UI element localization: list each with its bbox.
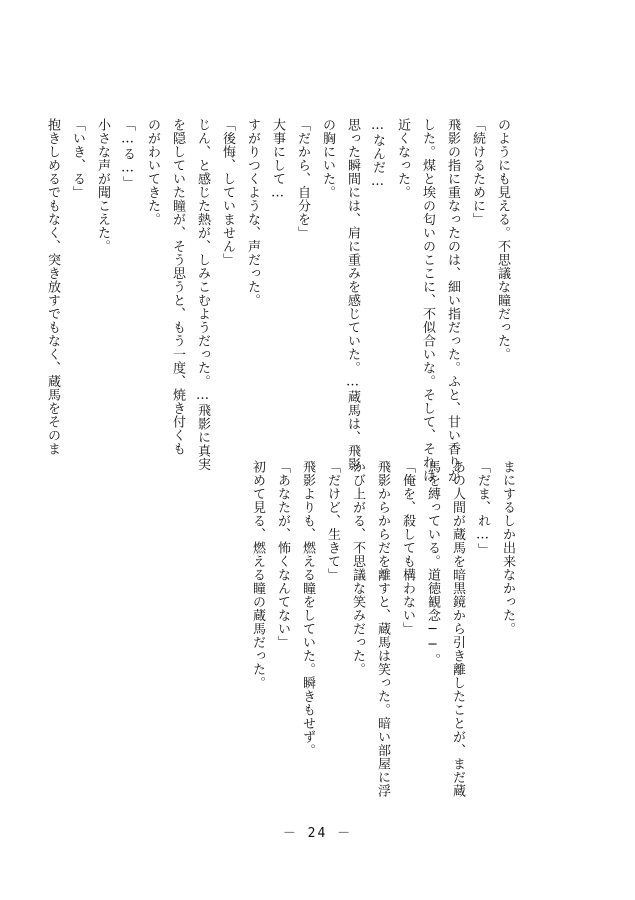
text-line: まにするしか出来なかった。 bbox=[500, 460, 515, 636]
text-line: 初めて見る、燃える瞳の蔵馬だった。 bbox=[250, 460, 265, 690]
text-line: 「続けるために」 bbox=[470, 118, 485, 226]
text-line: 飛影よりも、燃える瞳をしていた。瞬きもせず。 bbox=[300, 460, 315, 757]
text-line: 「いき、る」 bbox=[70, 118, 85, 199]
text-line: 「だけど、生きて」 bbox=[325, 460, 340, 582]
text-line: 小さな声が聞こえた。 bbox=[95, 118, 110, 253]
text-line: を隠していた瞳が、そう思うと、もう一度、焼き付くも bbox=[170, 118, 185, 456]
text-line: 馬を縛っている。道徳観念──。 bbox=[425, 460, 440, 667]
page-number: － 24 － bbox=[282, 826, 353, 841]
text-line: 思った瞬間には、肩に重みを感じていた。…蔵馬は、飛影 bbox=[345, 118, 360, 471]
text-line: 「だから、自分を」 bbox=[295, 118, 310, 240]
text-line: …なんだ… bbox=[370, 118, 385, 190]
text-line: あの人間が蔵馬を暗黒鏡から引き離したことが、まだ蔵 bbox=[450, 460, 465, 798]
text-line: のようにも見える。不思議な瞳だった。 bbox=[495, 118, 510, 361]
text-line: 近くなった。 bbox=[395, 118, 410, 199]
text-line: かび上がる、不思議な笑みだった。 bbox=[350, 460, 365, 676]
text-line: 「だま、れ…」 bbox=[475, 460, 490, 557]
text-line: した。煤と埃の匂いのここに、不似合いな。そして、それは bbox=[420, 118, 435, 483]
text-line: 「…る…」 bbox=[120, 118, 135, 190]
text-line: 抱きしめるでもなく、突き放すでもなく、蔵馬をそのま bbox=[45, 118, 60, 456]
text-line: すがりつくような、声だった。 bbox=[245, 118, 260, 307]
text-line: 飛影からからだを離すと、蔵馬は笑った。暗い部屋に浮 bbox=[375, 460, 390, 798]
upper-text-block bbox=[45, 118, 515, 483]
text-line: 大事にして… bbox=[270, 118, 285, 201]
text-line: 「俺を、殺しても構わない」 bbox=[400, 460, 415, 636]
text-line: じん、と感じた熱が、しみこむようだった。…飛影に真実 bbox=[195, 118, 210, 471]
text-line: 「後悔、していません」 bbox=[220, 118, 235, 267]
text-line: 「あなたが、怖くなんてない」 bbox=[275, 460, 290, 649]
lower-text-block bbox=[250, 460, 520, 798]
text-line: 飛影の指に重なったのは、細い指だった。ふと、甘い香りが bbox=[445, 118, 460, 483]
text-line: のがわいてきた。 bbox=[145, 118, 160, 226]
text-line: の胸にいた。 bbox=[320, 118, 335, 199]
